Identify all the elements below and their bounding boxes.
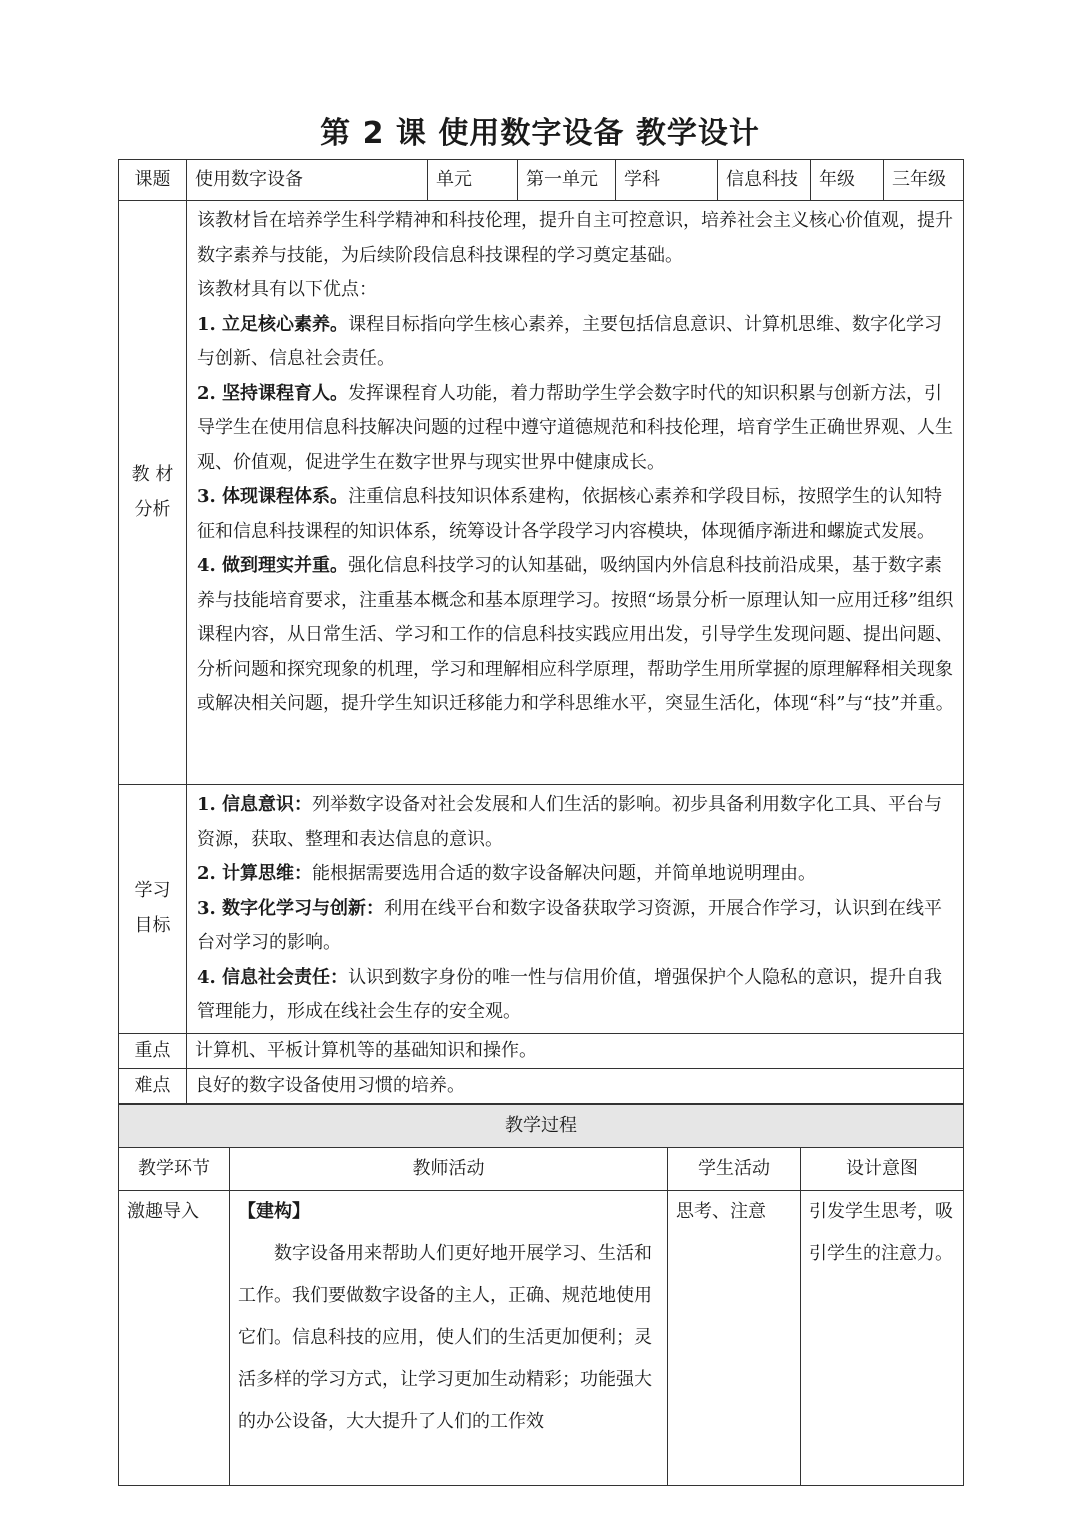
subject-value: 信息科技 — [718, 160, 811, 201]
analysis-point-heading: 2. 坚持课程育人。 — [197, 382, 349, 404]
teacher-cell — [230, 1191, 668, 1486]
key-point-label: 重点 — [119, 1033, 187, 1068]
analysis-point-text: 发挥课程育人功能，着力帮助学生学会数字时代的知识积累与创新方法，引导学生在使用信息科技解决问题的过程中遵守道德规范和科技伦理，培育学生正确世界观、人生观、价值观，促进学生在数字世界与现实世界中健康成长。 — [197, 382, 953, 473]
analysis-label-line-2: 分析 — [134, 498, 171, 520]
student-cell: 思考、注意 — [668, 1191, 801, 1486]
column-header-intent: 设计意图 — [801, 1148, 964, 1191]
objectives-label-line-2: 目标 — [134, 914, 171, 936]
grade-value: 三年级 — [884, 160, 964, 201]
analysis-point-heading: 3. 体现课程体系。 — [197, 486, 349, 507]
grade-label: 年级 — [811, 160, 884, 201]
analysis-point-text: 强化信息科技学习的认知基础，吸纳国内外信息科技前沿成果，基于数字素养与技能培育要求，注重基本概念和基本原理学习。按照“场景分析一原理认知一应用迁移”组织课程内容，从日常生活、学习和工作的信息科技实践应用出发，引导学生发现问题、提出问题、分析问题和探究现象的机理，学习和理解相应科学原理，帮助学生用所掌握的原理解释相关现象或解决相关问题，提升学生知识迁移能力和学科思维水平，突显生活化，体现“科”与“技”并重。 — [197, 555, 954, 714]
page-title: 第 2 课 使用数字设备 教学设计 — [320, 116, 760, 151]
objective-item — [197, 892, 955, 961]
subject-label: 学科 — [616, 160, 718, 201]
analysis-advantages-intro: 该教材具有以下优点： — [197, 279, 377, 300]
column-header-teacher: 教师活动 — [230, 1148, 668, 1191]
analysis-label — [119, 201, 187, 785]
difficulty-row — [119, 1068, 964, 1103]
analysis-point — [197, 549, 955, 722]
objective-text: 利用在线平台和数字设备获取学习资源，开展合作学习，认识到在线平台对学习的影响。 — [197, 897, 943, 953]
teacher-heading: 【建构】 — [238, 1201, 310, 1222]
objective-item — [197, 788, 955, 857]
stage-cell: 激趣导入 — [119, 1191, 230, 1486]
column-header-stage: 教学环节 — [119, 1148, 230, 1191]
analysis-point — [197, 308, 955, 377]
process-title-row — [119, 1105, 964, 1148]
topic-label: 课题 — [119, 160, 187, 201]
objective-heading: 3. 数字化学习与创新： — [197, 897, 385, 919]
analysis-point-heading: 1. 立足核心素养。 — [197, 313, 349, 335]
analysis-row — [119, 201, 964, 785]
difficulty-text: 良好的数字设备使用习惯的培养。 — [187, 1068, 964, 1103]
topic-value: 使用数字设备 — [187, 160, 428, 201]
objective-text: 能根据需要选用合适的数字设备解决问题，并简单地说明理由。 — [312, 863, 817, 884]
objective-item — [197, 857, 955, 892]
unit-label: 单元 — [428, 160, 518, 201]
analysis-point-text: 注重信息科技知识体系建构，依据核心素养和学段目标，按照学生的认知特征和信息科技课程的知识体系，统筹设计各学段学习内容模块，体现循序渐进和螺旋式发展。 — [197, 486, 943, 542]
analysis-point — [197, 377, 955, 481]
objectives-label-line-1: 学习 — [134, 880, 171, 902]
objective-text: 列举数字设备对社会发展和人们生活的影响。初步具备利用数字化工具、平台与资源，获取、整理和表达信息的意识。 — [197, 794, 943, 850]
lesson-info-table — [118, 159, 964, 1104]
objective-heading: 4. 信息社会责任： — [197, 966, 349, 988]
difficulty-label: 难点 — [119, 1068, 187, 1103]
objectives-label — [119, 785, 187, 1034]
process-table — [118, 1104, 964, 1486]
analysis-point — [197, 480, 955, 549]
process-row — [119, 1191, 964, 1486]
column-header-student: 学生活动 — [668, 1148, 801, 1191]
header-row — [119, 160, 964, 201]
analysis-content — [187, 201, 964, 785]
teacher-text: 数字设备用来帮助人们更好地开展学习、生活和工作。我们要做数字设备的主人，正确、规范地使用它们。信息科技的应用，使人们的生活更加便利；灵活多样的学习方式，让学习更加生动精彩；功能强大的办公设备，大大提升了人们的工作效 — [238, 1243, 652, 1432]
objectives-row — [119, 785, 964, 1034]
analysis-intro: 该教材旨在培养学生科学精神和科技伦理，提升自主可控意识，培养社会主义核心价值观，提升数字素养与技能，为后续阶段信息科技课程的学习奠定基础。 — [197, 210, 953, 266]
analysis-point-text: 课程目标指向学生核心素养，主要包括信息意识、计算机思维、数字化学习与创新、信息社会责任。 — [197, 313, 943, 369]
unit-value: 第一单元 — [518, 160, 616, 201]
objective-text: 认识到数字身份的唯一性与信用价值，增强保护个人隐私的意识，提升自我管理能力，形成在线社会生存的安全观。 — [197, 966, 943, 1022]
objective-item — [197, 961, 955, 1030]
objective-heading: 2. 计算思维： — [197, 863, 313, 884]
key-point-text: 计算机、平板计算机等的基础知识和操作。 — [187, 1033, 964, 1068]
analysis-label-line-1: 教 材 — [131, 464, 174, 485]
intent-cell: 引发学生思考，吸引学生的注意力。 — [801, 1191, 964, 1486]
process-title: 教学过程 — [119, 1105, 964, 1148]
objective-heading: 1. 信息意识： — [197, 794, 313, 815]
analysis-point-heading: 4. 做到理实并重。 — [197, 555, 349, 576]
key-point-row — [119, 1033, 964, 1068]
objectives-content — [187, 785, 964, 1034]
process-header-row — [119, 1148, 964, 1191]
